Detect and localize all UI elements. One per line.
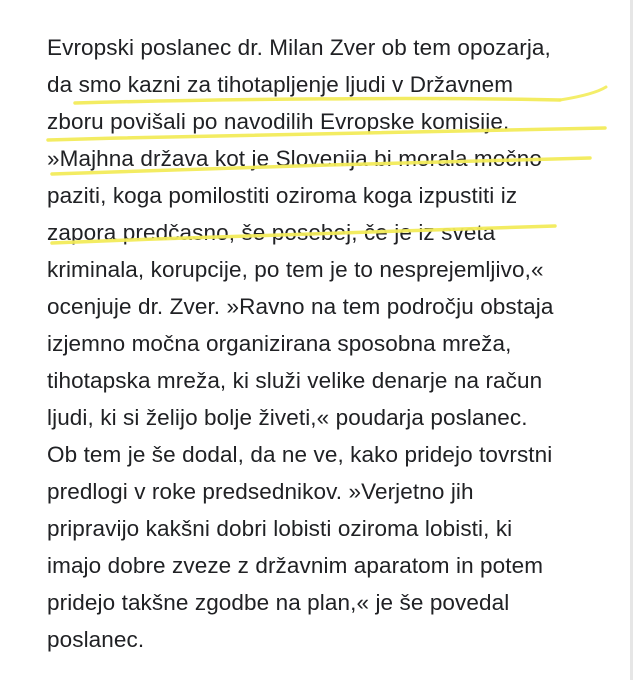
paragraph-line: ocenjuje dr. Zver. »Ravno na tem področju obstaja: [47, 294, 554, 319]
paragraph-line: Ob tem je še dodal, da ne ve, kako pridejo tovrstni: [47, 442, 553, 467]
paragraph-line: zboru povišali po navodilih Evropske komisije.: [47, 109, 510, 134]
paragraph-line: pridejo takšne zgodbe na plan,« je še povedal: [47, 590, 510, 615]
paragraph-line: predlogi v roke predsednikov. »Verjetno jih: [47, 479, 474, 504]
paragraph-line: Evropski poslanec dr. Milan Zver ob tem opozarja,: [47, 35, 551, 60]
paragraph-line: pripravijo kakšni dobri lobisti oziroma lobisti, ki: [47, 516, 513, 541]
paragraph-line: tihotapska mreža, ki služi velike denarje na račun: [47, 368, 543, 393]
paragraph-line: zapora predčasno, še posebej, če je iz sveta: [47, 220, 496, 245]
paragraph-line: poslanec.: [47, 627, 145, 652]
paragraph-line: paziti, koga pomilostiti oziroma koga izpustiti iz: [47, 183, 518, 208]
paragraph-line: imajo dobre zveze z državnim aparatom in potem: [47, 553, 544, 578]
paragraph-line: da smo kazni za tihotapljenje ljudi v Državnem: [47, 72, 514, 97]
paragraph-line: ljudi, ki si želijo bolje živeti,« poudarja poslanec.: [47, 405, 528, 430]
paragraph-line: izjemno močna organizirana sposobna mreža,: [47, 331, 512, 356]
paragraph-line: »Majhna država kot je Slovenija bi morala močno: [47, 146, 542, 171]
paragraph-line: kriminala, korupcije, po tem je to nesprejemljivo,«: [47, 257, 544, 282]
